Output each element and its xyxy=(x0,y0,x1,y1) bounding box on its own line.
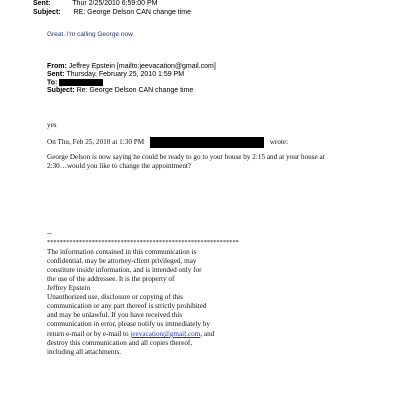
top-subject-row xyxy=(33,9,191,17)
top-subject-label: Subject: xyxy=(33,9,61,16)
orig-from-row xyxy=(47,63,216,71)
email-link[interactable]: jeevacation@gmail.com xyxy=(130,330,201,338)
orig-subject-value: Re: George Delson CAN change time xyxy=(76,87,194,94)
footer-stars: ************************************************************ xyxy=(47,239,239,246)
orig-subject-label: Subject: xyxy=(47,87,75,94)
orig-to-label: To: xyxy=(47,79,58,87)
quote-intro xyxy=(47,137,288,148)
disclaimer-line: communication or any part thereof is strictly prohibited xyxy=(47,302,207,310)
top-sent-value: Thur 2/25/2010 6:59:00 PM xyxy=(72,0,158,7)
orig-from-value: Jeffrey Epstein [mailto:jeevacation@gmail.com] xyxy=(68,63,216,70)
disclaimer-line: Jeffrey Epstein xyxy=(47,284,91,292)
to-redaction xyxy=(59,79,103,86)
reply-text: Great. I'm calling George now xyxy=(47,31,133,38)
orig-sent-value: Thursday, February 25, 2010 1:59 PM xyxy=(66,71,185,78)
orig-from-label: From: xyxy=(47,63,67,70)
top-sent-row xyxy=(33,0,158,8)
disclaimer-return-line xyxy=(47,330,214,339)
top-sent-label: Sent: xyxy=(33,0,51,7)
quote-intro-after: wrote: xyxy=(269,138,289,147)
sender-redaction xyxy=(150,137,264,148)
disclaimer-line: confidential, may be attorney-client privileged, may xyxy=(47,257,197,265)
body-yes: yes xyxy=(47,121,57,129)
disclaimer-line: Unauthorized use, disclosure or copying of this xyxy=(47,293,183,301)
footer-dashes: -- xyxy=(47,229,52,237)
disclaimer-line: destroy this communication and all copies thereof, xyxy=(47,339,193,347)
return-text-before: return e-mail or by e-mail to xyxy=(47,330,131,338)
disclaimer-line: communication in error, please notify us immediately by xyxy=(47,320,210,328)
disclaimer-line: and may be unlawful. If you have received this xyxy=(47,311,183,319)
disclaimer-line: the use of the addressee. It is the property of xyxy=(47,275,175,283)
quote-line-2: 2:30…would you like to change the appointment? xyxy=(47,162,192,170)
orig-subject-row xyxy=(47,87,193,95)
disclaimer-line: The information contained in this communication is xyxy=(47,248,197,256)
quote-intro-before: On Thu, Feb 25, 2010 at 1:30 PM xyxy=(47,138,145,147)
return-text-after: , and xyxy=(200,330,215,338)
orig-sent-label: Sent: xyxy=(47,71,65,78)
disclaimer-line: including all attachments. xyxy=(47,348,122,356)
orig-sent-row xyxy=(47,71,184,79)
disclaimer-line: constitute inside information, and is intended only for xyxy=(47,266,202,274)
top-subject-value: RE: George Delson CAN change time xyxy=(73,9,192,16)
quote-line-1: George Delson is now saying he could be ready to go to your house by 2:15 and at your house at xyxy=(47,153,325,161)
